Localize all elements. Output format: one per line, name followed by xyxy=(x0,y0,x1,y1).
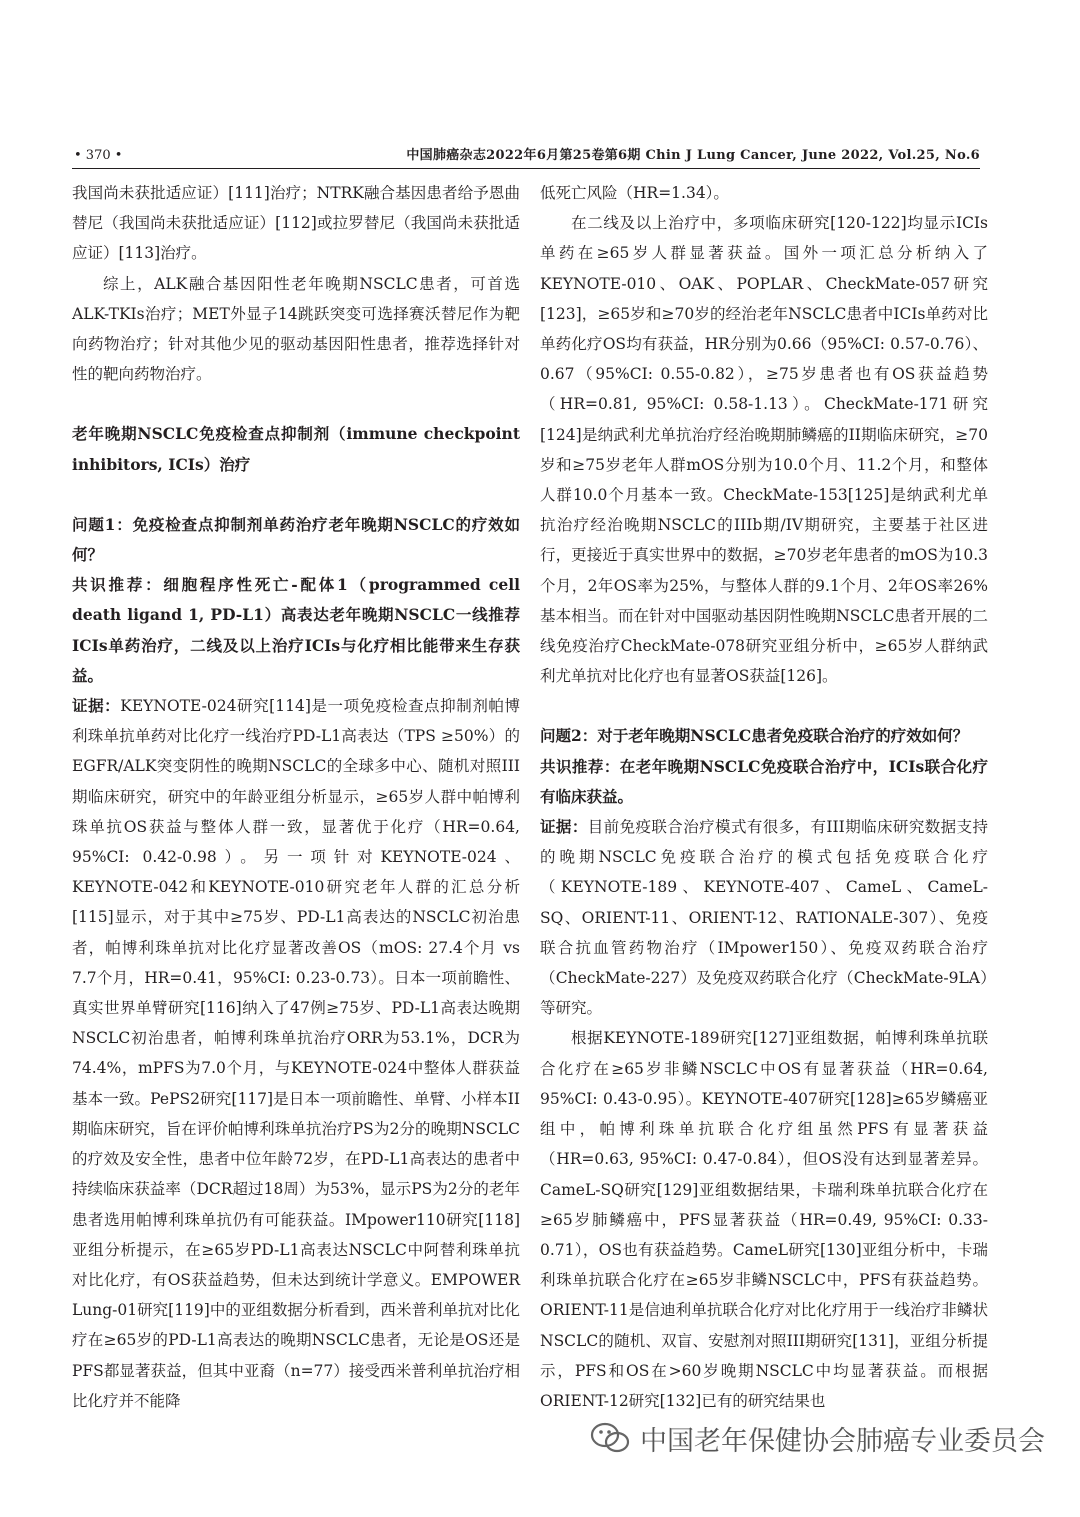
evidence-paragraph xyxy=(72,691,520,1416)
page-header xyxy=(72,146,980,169)
paragraph: 低死亡风险（HR=1.34）。 xyxy=(540,184,729,202)
watermark-text: 中国老年保健协会肺癌专业委员会 xyxy=(640,1425,1045,1457)
journal-title: 中国肺癌杂志2022年6月第25卷第6期 Chin J Lung Cancer, June 2022, Vol.25, No.6 xyxy=(406,148,980,163)
evidence-label: 证据： xyxy=(72,696,121,716)
page-number: • 370 • xyxy=(74,148,123,163)
evidence-label: 证据： xyxy=(540,817,588,837)
question-heading: 问题1：免疫检查点抑制剂单药治疗老年晚期NSCLC的疗效如何？ xyxy=(72,514,520,565)
evidence-paragraph xyxy=(540,812,988,1023)
evidence-text: KEYNOTE-024研究[114]是一项免疫检查点抑制剂帕博利珠单抗单药对比化疗一线治疗PD-L1高表达（TPS ≥50%）的EGFR/ALK突变阴性的晚期NSCLC的全球多中心、随机对照III期临床研究，研究中的年龄亚组分析显示，≥65岁人群中帕博利珠单抗OS获益与整体人群一致，显著优于化疗（HR=0.64, 95%CI: 0.42-0.98）。另一项针对KEYNOTE-024、KEYNOTE-042和KEYNOTE-010研究老年人群的汇总分析[115]显示，对于其中≥75岁、PD-L1高表达的NSCLC初治患者，帕博利珠单抗对比化疗显著改善OS（mOS: 27.4个月 vs 7.7个月，HR=0.41，95%CI: 0.23-0.73）。日本一项前瞻性、真实世界单臂研究[116]纳入了47例≥75岁、PD-L1高表达晚期NSCLC初治患者，帕博利珠单抗治疗ORR为53.1%，DCR为74.4%，mPFS为7.0个月，与KEYNOTE-024中整体人群获益基本一致。PePS2研究[117]是日本一项前瞻性、单臂、小样本II期临床研究，旨在评价帕博利珠单抗治疗PS为2分的晚期NSCLC的疗效及安全性，患者中位年龄72岁，在PD-L1高表达的患者中持续临床获益率（DCR超过18周）为53%，显示PS为2分的老年患者选用帕博利珠单抗仍有可能获益。IMpower110研究[118]亚组分析提示，在≥65岁PD-L1高表达NSCLC中阿替利珠单抗对比化疗，有OS获益趋势，但未达到统计学意义。EMPOWER Lung-01研究[119]中的亚组数据分析看到，西米普利单抗对比化疗在≥65岁的PD-L1高表达的晚期NSCLC患者，无论是OS还是PFS都显著获益，但其中亚裔（n=77）接受西米普利单抗治疗相比化疗并不能降 xyxy=(72,697,520,1410)
consensus-recommendation: 共识推荐：细胞程序性死亡-配体1（programmed cell death ligand 1, PD-L1）高表达老年晚期NSCLC一线推荐ICIs单药治疗，二线及以上治疗ICIs与化疗相比能带来生存获益。 xyxy=(72,575,520,685)
consensus-recommendation: 共识推荐：在老年晚期NSCLC免疫联合治疗中，ICIs联合化疗有临床获益。 xyxy=(540,756,988,806)
evidence-text: 目前免疫联合治疗模式有很多，有III期临床研究数据支持的晚期NSCLC免疫联合治疗的模式包括免疫联合化疗（KEYNOTE-189、KEYNOTE-407、CameL、CameL-SQ、ORIENT-11、ORIENT-12、RATIONALE-307）、免疫联合抗血管药物治疗（IMpower150）、免疫双药联合治疗（CheckMate-227）及免疫双药联合化疗（CheckMate-9LA）等研究。 xyxy=(540,818,988,1018)
paragraph: 我国尚未获批适应证）[111]治疗；NTRK融合基因患者给予恩曲替尼（我国尚未获批适应证）[112]或拉罗替尼（我国尚未获批适应证）[113]治疗。 xyxy=(72,184,520,263)
right-column xyxy=(540,178,988,1416)
paragraph: 根据KEYNOTE-189研究[127]亚组数据，帕博利珠单抗联合化疗在≥65岁非鳞NSCLC中OS有显著获益（HR=0.64, 95%CI: 0.43-0.95）。KEYNOTE-407研究[128]≥65岁鳞癌亚组中，帕博利珠单抗联合化疗组虽然PFS有显著获益（HR=0.63, 95%CI: 0.47-0.84），但OS没有达到显著差异。CameL-SQ研究[129]亚组数据结果，卡瑞利珠单抗联合化疗在≥65岁肺鳞癌中，PFS显著获益（HR=0.49, 95%CI: 0.33-0.71），OS也有获益趋势。CameL研究[130]亚组分析中，卡瑞利珠单抗联合化疗在≥65岁非鳞NSCLC中，PFS有获益趋势。ORIENT-11是信迪利单抗联合化疗对比化疗用于一线治疗非鳞状NSCLC的随机、双盲、安慰剂对照III期研究[131]，亚组分析提示，PFS和OS在>60岁晚期NSCLC中均显著获益。而根据ORIENT-12研究[132]已有的研究结果也 xyxy=(540,1029,988,1410)
paragraph: 在二线及以上治疗中，多项临床研究[120-122]均显示ICIs单药在≥65岁人群显著获益。国外一项汇总分析纳入了KEYNOTE-010、OAK、POPLAR、CheckMate-057研究[123]，≥65岁和≥70岁的经治老年NSCLC患者中ICIs单药对比单药化疗OS均有获益，HR分别为0.66（95%CI: 0.57-0.76）、0.67（95%CI: 0.55-0.82），≥75岁患者也有OS获益趋势（HR=0.81, 95%CI: 0.58-1.13）。CheckMate-171研究[124]是纳武利尤单抗治疗经治晚期肺鳞癌的II期临床研究，≥70岁和≥75岁老年人群mOS分别为10.0个月、11.2个月，和整体人群10.0个月基本一致。CheckMate-153[125]是纳武利尤单抗治疗经治晚期NSCLC的IIIb期/IV期研究，主要基于社区进行，更接近于真实世界中的数据，≥70岁老年患者的mOS为10.3个月，2年OS率为25%，与整体人群的9.1个月、2年OS率26%基本相当。而在针对中国驱动基因阴性晚期NSCLC患者开展的二线免疫治疗CheckMate-078研究亚组分析中，≥65岁人群纳武利尤单抗对比化疗也有显著OS获益[126]。 xyxy=(540,214,988,686)
left-column xyxy=(72,178,520,1416)
watermark xyxy=(590,1418,1060,1458)
section-heading: 老年晚期NSCLC免疫检查点抑制剂（immune checkpoint inhibitors, ICIs）治疗 xyxy=(72,424,520,474)
paragraph: 综上，ALK融合基因阳性老年晚期NSCLC患者，可首选ALK-TKIs治疗；MET外显子14跳跃突变可选择赛沃替尼作为靶向药物治疗；针对其他少见的驱动基因阳性患者，推荐选择针对性的靶向药物治疗。 xyxy=(72,274,520,384)
question-heading: 问题2：对于老年晚期NSCLC患者免疫联合治疗的疗效如何？ xyxy=(540,726,969,746)
wechat-icon xyxy=(590,1421,630,1455)
